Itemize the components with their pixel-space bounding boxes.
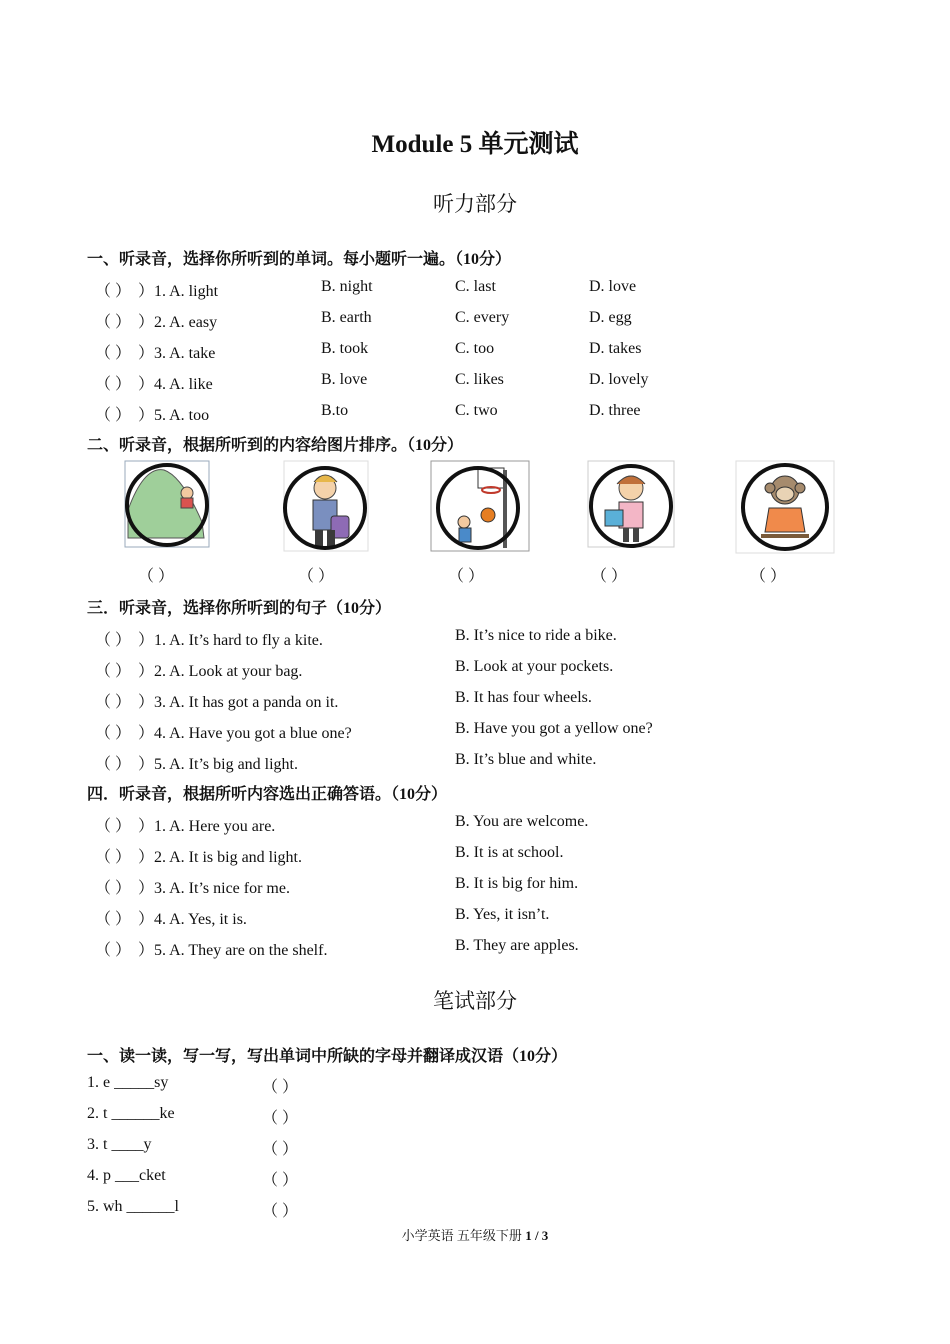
option-a: ）3. A. It has got a panda on it. (138, 694, 339, 711)
question-row (0, 875, 950, 897)
translation-blank: （ ） (262, 1079, 299, 1096)
missing-letter-word: 1. e _____sy (87, 1074, 169, 1091)
mountain-climber-picture (124, 460, 210, 548)
question-row (0, 1074, 950, 1096)
option-b: B. You are welcome. (455, 813, 589, 830)
section-3-heading: 三．听录音，选择你所听到的句子（10分） (87, 600, 392, 617)
boy-with-bag-picture (283, 460, 369, 552)
translation-blank: （ ） (262, 1141, 299, 1158)
picture-order-blank: （ ） (591, 568, 628, 585)
writing-heading: 笔试部分 (433, 989, 517, 1013)
answer-blank: （ ） (95, 725, 132, 742)
option-b: B.to (321, 402, 349, 419)
option-b: B. Yes, it isn’t. (455, 906, 550, 923)
answer-blank: （ ） (95, 314, 132, 331)
translation-blank: （ ） (262, 1172, 299, 1189)
option-a: ）4. A. Have you got a blue one? (138, 725, 352, 742)
option-a: ）4. A. Yes, it is. (138, 911, 247, 928)
option-b: B. Look at your pockets. (455, 658, 614, 675)
option-d: D. takes (589, 340, 642, 357)
answer-blank: （ ） (95, 911, 132, 928)
answer-blank: （ ） (95, 849, 132, 866)
question-row (0, 813, 950, 835)
option-d: D. egg (589, 309, 632, 326)
option-a: ）5. A. too (138, 407, 210, 424)
option-b: B. night (321, 278, 373, 295)
answer-blank: （ ） (95, 818, 132, 835)
section-2-heading: 二、听录音，根据所听到的内容给图片排序。（10分） (87, 437, 464, 454)
option-b: B. It’s nice to ride a bike. (455, 627, 617, 644)
option-b: B. earth (321, 309, 372, 326)
option-b: B. love (321, 371, 368, 388)
footer-text: 小学英语 五年级下册 (401, 1228, 526, 1243)
page-title: Module 5 单元测试 (371, 131, 579, 158)
question-row (0, 844, 950, 866)
option-b: B. It has four wheels. (455, 689, 592, 706)
question-row (0, 937, 950, 959)
option-c: C. every (455, 309, 510, 326)
missing-letter-word: 5. wh ______l (87, 1198, 179, 1215)
option-b: B. It is big for him. (455, 875, 579, 892)
answer-blank: （ ） (95, 376, 132, 393)
missing-letter-word: 3. t ____y (87, 1136, 152, 1153)
answer-blank: （ ） (95, 283, 132, 300)
picture-order-blank: （ ） (750, 568, 787, 585)
page-footer (0, 1225, 950, 1244)
option-a: ）2. A. Look at your bag. (138, 663, 303, 680)
monkey-picture (735, 460, 835, 554)
picture-order-blank: （ ） (298, 568, 335, 585)
option-b: B. It is at school. (455, 844, 564, 861)
option-c: C. two (455, 402, 498, 419)
option-a: ）5. A. It’s big and light. (138, 756, 299, 773)
option-a: ）3. A. take (138, 345, 216, 362)
question-row (0, 371, 950, 393)
answer-blank: （ ） (95, 407, 132, 424)
option-b: B. It’s blue and white. (455, 751, 597, 768)
option-a: ）4. A. like (138, 376, 213, 393)
option-c: C. last (455, 278, 496, 295)
translation-blank: （ ） (262, 1203, 299, 1220)
translation-blank: （ ） (262, 1110, 299, 1127)
option-d: D. lovely (589, 371, 649, 388)
question-row (0, 1198, 950, 1220)
option-b: B. Have you got a yellow one? (455, 720, 653, 737)
answer-blank: （ ） (95, 880, 132, 897)
option-a: ）3. A. It’s nice for me. (138, 880, 290, 897)
girl-with-bag-picture (587, 460, 675, 548)
option-c: C. likes (455, 371, 504, 388)
section-1-heading: 一、听录音，选择你所听到的单词。每小题听一遍。（10分） (87, 251, 512, 268)
missing-letter-word: 4. p ___cket (87, 1167, 166, 1184)
answer-blank: （ ） (95, 345, 132, 362)
question-row (0, 340, 950, 362)
option-b: B. took (321, 340, 369, 357)
page-number: 1 / 3 (525, 1228, 549, 1243)
question-row (0, 278, 950, 300)
question-row (0, 309, 950, 331)
option-a: ）1. A. Here you are. (138, 818, 276, 835)
option-a: ）2. A. It is big and light. (138, 849, 303, 866)
option-d: D. three (589, 402, 641, 419)
question-row (0, 402, 950, 424)
question-row (0, 689, 950, 711)
listening-heading: 听力部分 (433, 192, 517, 216)
question-row (0, 658, 950, 680)
section-4-heading: 四．听录音，根据所听内容选出正确答语。（10分） (87, 786, 448, 803)
question-row (0, 627, 950, 649)
option-a: ）1. A. light (138, 283, 219, 300)
missing-letter-word: 2. t ______ke (87, 1105, 175, 1122)
option-a: ）5. A. They are on the shelf. (138, 942, 328, 959)
option-c: C. too (455, 340, 495, 357)
option-a: ）1. A. It’s hard to fly a kite. (138, 632, 323, 649)
question-row (0, 906, 950, 928)
answer-blank: （ ） (95, 942, 132, 959)
answer-blank: （ ） (95, 632, 132, 649)
answer-blank: （ ） (95, 663, 132, 680)
answer-blank: （ ） (95, 694, 132, 711)
option-d: D. love (589, 278, 637, 295)
option-b: B. They are apples. (455, 937, 579, 954)
answer-blank: （ ） (95, 756, 132, 773)
question-row (0, 1136, 950, 1158)
picture-order-blank: （ ） (448, 568, 485, 585)
picture-order-blank: （ ） (138, 568, 175, 585)
section-5-heading: 一、读一读，写一写，写出单词中所缺的字母并翻译成汉语（10分） (87, 1048, 568, 1065)
question-row (0, 1167, 950, 1189)
question-row (0, 720, 950, 742)
basketball-picture (430, 460, 530, 552)
question-row (0, 1105, 950, 1127)
question-row (0, 751, 950, 773)
option-a: ）2. A. easy (138, 314, 218, 331)
